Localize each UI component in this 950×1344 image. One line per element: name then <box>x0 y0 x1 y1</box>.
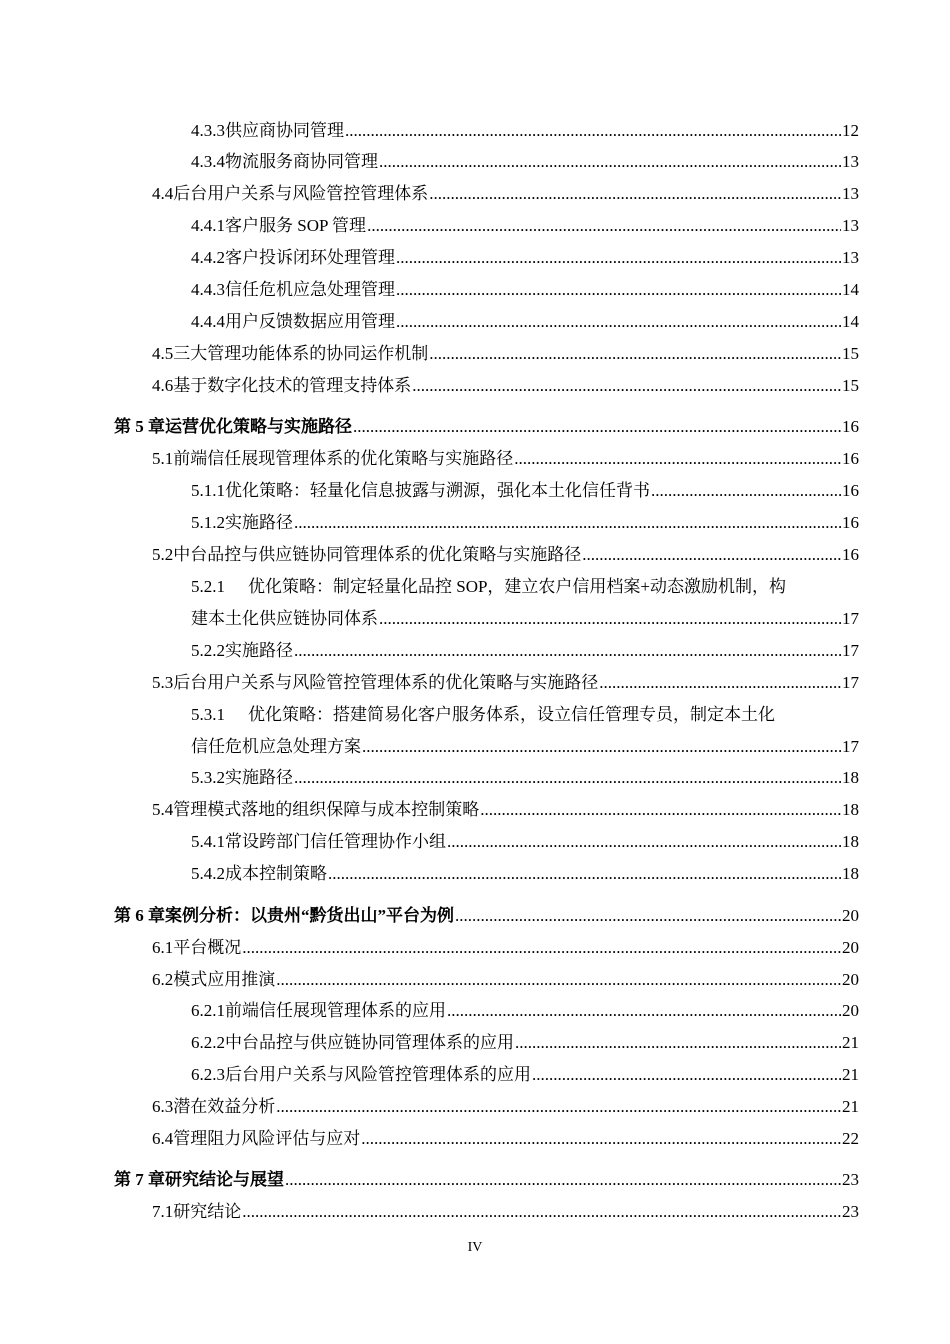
toc-page-number: 13 <box>842 248 859 267</box>
toc-number: 6.4 <box>152 1129 174 1148</box>
toc-title: 供应商协同管理 <box>225 121 344 140</box>
toc-title: 中台品控与供应链协同管理体系的优化策略与实施路径 <box>173 545 582 564</box>
toc-page-number: 14 <box>842 312 859 331</box>
toc-page-number: 20 <box>842 970 859 989</box>
toc-number: 6.2.3 <box>191 1065 225 1084</box>
toc-page-number: 21 <box>842 1097 859 1116</box>
toc-number: 5.3.1 <box>191 705 225 724</box>
toc-title: 物流服务商协同管理 <box>225 152 378 171</box>
toc-number: 4.3.3 <box>191 121 225 140</box>
toc-title: 管理阻力风险评估与应对 <box>173 1129 361 1148</box>
toc-number: 5.1 <box>152 449 174 468</box>
toc-entry[interactable] <box>191 308 859 336</box>
toc-chapter-number: 第 7 章 <box>114 1170 165 1189</box>
toc-number: 4.4 <box>152 184 174 203</box>
toc-page-number: 16 <box>842 417 859 436</box>
toc-title: 成本控制策略 <box>225 864 327 883</box>
toc-page-number: 23 <box>842 1202 859 1221</box>
toc-page-number: 23 <box>842 1170 859 1189</box>
toc-page-number: 20 <box>842 1001 859 1020</box>
toc-title-line2: 建本土化供应链协同体系 <box>191 609 378 628</box>
toc-entry[interactable] <box>152 934 859 962</box>
toc-chapter-title: 运营优化策略与实施路径 <box>165 417 352 436</box>
toc-number: 4.6 <box>152 376 174 395</box>
toc-entry[interactable] <box>152 180 859 208</box>
toc-entry[interactable] <box>191 860 859 888</box>
toc-number: 7.1 <box>152 1202 174 1221</box>
toc-leader <box>353 413 841 441</box>
toc-chapter-entry[interactable] <box>114 413 859 441</box>
toc-number: 5.2.1 <box>191 577 225 596</box>
toc-entry[interactable] <box>191 117 859 145</box>
toc-leader <box>276 966 841 994</box>
toc-title: 实施路径 <box>225 641 293 660</box>
toc-entry[interactable] <box>152 372 859 400</box>
toc-leader <box>276 1093 841 1121</box>
toc-leader <box>294 764 841 792</box>
toc-number: 4.4.3 <box>191 280 225 299</box>
toc-chapter-number: 第 5 章 <box>114 417 165 436</box>
toc-leader <box>480 796 841 824</box>
toc-page-number: 16 <box>842 545 859 564</box>
toc-entry-wrapped-second-line[interactable] <box>191 733 859 761</box>
toc-page-number: 13 <box>842 184 859 203</box>
footer-page-number: IV <box>467 1240 483 1255</box>
toc-title: 优化策略：轻量化信息披露与溯源，强化本土化信任背书 <box>225 481 650 500</box>
toc-chapter-entry[interactable] <box>114 902 859 930</box>
toc-chapter-title: 案例分析：以贵州“黔货出山”平台为例 <box>165 906 454 925</box>
toc-number: 5.3.2 <box>191 768 225 787</box>
toc-page-number: 17 <box>842 641 859 660</box>
toc-entry[interactable] <box>152 340 859 368</box>
toc-leader <box>242 1198 841 1226</box>
toc-page-number: 17 <box>842 673 859 692</box>
toc-number: 4.5 <box>152 344 174 363</box>
toc-entry[interactable] <box>191 637 859 665</box>
toc-title: 用户反馈数据应用管理 <box>225 312 395 331</box>
toc-entry-wrapped-first-line[interactable] <box>191 701 859 729</box>
toc-page-number: 12 <box>842 121 859 140</box>
toc-title: 潜在效益分析 <box>173 1097 276 1116</box>
toc-page-number: 21 <box>842 1033 859 1052</box>
toc-leader <box>345 117 841 145</box>
toc-entry-wrapped-first-line[interactable] <box>191 573 859 601</box>
toc-leader <box>379 148 841 176</box>
toc-entry[interactable] <box>152 669 859 697</box>
toc-title: 后台用户关系与风险管控管理体系的优化策略与实施路径 <box>173 673 599 692</box>
toc-page-number: 15 <box>842 376 859 395</box>
toc-entry[interactable] <box>191 764 859 792</box>
toc-number: 4.4.4 <box>191 312 225 331</box>
toc-number: 4.3.4 <box>191 152 225 171</box>
toc-leader <box>412 372 841 400</box>
toc-leader <box>532 1061 841 1089</box>
toc-page-number: 15 <box>842 344 859 363</box>
toc-page-number: 20 <box>842 906 859 925</box>
toc-entry[interactable] <box>191 828 859 856</box>
toc-page-number: 17 <box>842 737 859 756</box>
toc-page-number: 18 <box>842 864 859 883</box>
toc-number: 5.1.2 <box>191 513 225 532</box>
toc-leader <box>294 509 841 537</box>
toc-leader <box>367 212 841 240</box>
toc-title-line1: 优化策略：搭建简易化客户服务体系，设立信任管理专员，制定本土化 <box>248 705 775 724</box>
toc-entry-wrapped-second-line[interactable] <box>191 605 859 633</box>
toc-page-number: 18 <box>842 832 859 851</box>
toc-entry[interactable] <box>191 212 859 240</box>
toc-leader <box>361 1125 841 1153</box>
toc-number: 6.2.1 <box>191 1001 225 1020</box>
toc-leader <box>429 340 841 368</box>
toc-entry[interactable] <box>191 509 859 537</box>
toc-title: 模式应用推演 <box>173 970 276 989</box>
toc-title: 实施路径 <box>225 513 293 532</box>
toc-entry[interactable] <box>152 796 859 824</box>
toc-entry[interactable] <box>191 244 859 272</box>
toc-number: 5.4.2 <box>191 864 225 883</box>
toc-number: 4.4.1 <box>191 216 225 235</box>
toc-title: 前端信任展现管理体系的应用 <box>225 1001 446 1020</box>
toc-leader <box>455 902 841 930</box>
toc-leader <box>328 860 841 888</box>
toc-title: 实施路径 <box>225 768 293 787</box>
toc-entry[interactable] <box>152 1125 859 1153</box>
toc-number: 4.4.2 <box>191 248 225 267</box>
toc-number: 6.3 <box>152 1097 174 1116</box>
toc-leader <box>599 669 841 697</box>
toc-page-number: 14 <box>842 280 859 299</box>
toc-page-number: 21 <box>842 1065 859 1084</box>
toc-leader <box>429 180 841 208</box>
toc-entry[interactable] <box>152 1093 859 1121</box>
toc-chapter-entry[interactable] <box>114 1166 859 1194</box>
toc-entry[interactable] <box>191 997 859 1025</box>
toc-title: 前端信任展现管理体系的优化策略与实施路径 <box>173 449 514 468</box>
toc-title: 后台用户关系与风险管控管理体系的应用 <box>225 1065 531 1084</box>
toc-page-number: 16 <box>842 449 859 468</box>
toc-leader <box>242 934 841 962</box>
toc-page-number: 20 <box>842 938 859 957</box>
toc-entry[interactable] <box>191 1061 859 1089</box>
toc-leader <box>396 276 841 304</box>
toc-leader <box>514 445 841 473</box>
toc-number: 5.2.2 <box>191 641 225 660</box>
toc-leader <box>396 308 841 336</box>
toc-leader <box>447 828 841 856</box>
toc-entry[interactable] <box>191 1029 859 1057</box>
toc-page-number: 13 <box>842 152 859 171</box>
toc-entry[interactable] <box>191 148 859 176</box>
toc-page-number: 17 <box>842 609 859 628</box>
toc-chapter-title: 研究结论与展望 <box>165 1170 284 1189</box>
toc-chapter-number: 第 6 章 <box>114 906 165 925</box>
toc-number: 5.3 <box>152 673 174 692</box>
toc-page-number: 22 <box>842 1129 859 1148</box>
toc-entry[interactable] <box>152 445 859 473</box>
toc-title: 后台用户关系与风险管控管理体系 <box>173 184 429 203</box>
toc-title: 中台品控与供应链协同管理体系的应用 <box>225 1033 514 1052</box>
toc-title: 研究结论 <box>173 1202 242 1221</box>
toc-title: 客户服务 SOP 管理 <box>225 216 367 235</box>
toc-leader <box>651 477 841 505</box>
toc-leader <box>379 605 841 633</box>
toc-leader <box>362 733 841 761</box>
toc-title: 基于数字化技术的管理支持体系 <box>173 376 412 395</box>
toc-number: 5.2 <box>152 545 174 564</box>
toc-number: 5.4 <box>152 800 174 819</box>
toc-title-line2: 信任危机应急处理方案 <box>191 737 361 756</box>
toc-entry[interactable] <box>191 477 859 505</box>
toc-entry[interactable] <box>191 276 859 304</box>
toc-entry[interactable] <box>152 541 859 569</box>
toc-page-number: 13 <box>842 216 859 235</box>
toc-title: 客户投诉闭环处理管理 <box>225 248 395 267</box>
toc-leader <box>515 1029 841 1057</box>
toc-title-line1: 优化策略：制定轻量化品控 SOP，建立农户信用档案+动态激励机制，构 <box>248 577 787 596</box>
toc-title: 常设跨部门信任管理协作小组 <box>225 832 446 851</box>
toc-title: 三大管理功能体系的协同运作机制 <box>173 344 429 363</box>
toc-page-number: 16 <box>842 481 859 500</box>
toc-leader <box>582 541 841 569</box>
toc-title: 管理模式落地的组织保障与成本控制策略 <box>173 800 480 819</box>
toc-number: 6.2 <box>152 970 174 989</box>
toc-page-number: 18 <box>842 800 859 819</box>
toc-leader <box>294 637 841 665</box>
toc-leader <box>447 997 841 1025</box>
toc-leader <box>396 244 841 272</box>
toc-page-number: 18 <box>842 768 859 787</box>
toc-number: 6.1 <box>152 938 174 957</box>
toc-entry[interactable] <box>152 966 859 994</box>
toc-number: 5.4.1 <box>191 832 225 851</box>
toc-title: 信任危机应急处理管理 <box>225 280 395 299</box>
toc-page-number: 16 <box>842 513 859 532</box>
toc-number: 5.1.1 <box>191 481 225 500</box>
toc-leader <box>285 1166 841 1194</box>
toc-number: 6.2.2 <box>191 1033 225 1052</box>
toc-title: 平台概况 <box>173 938 242 957</box>
toc-entry[interactable] <box>152 1198 859 1226</box>
